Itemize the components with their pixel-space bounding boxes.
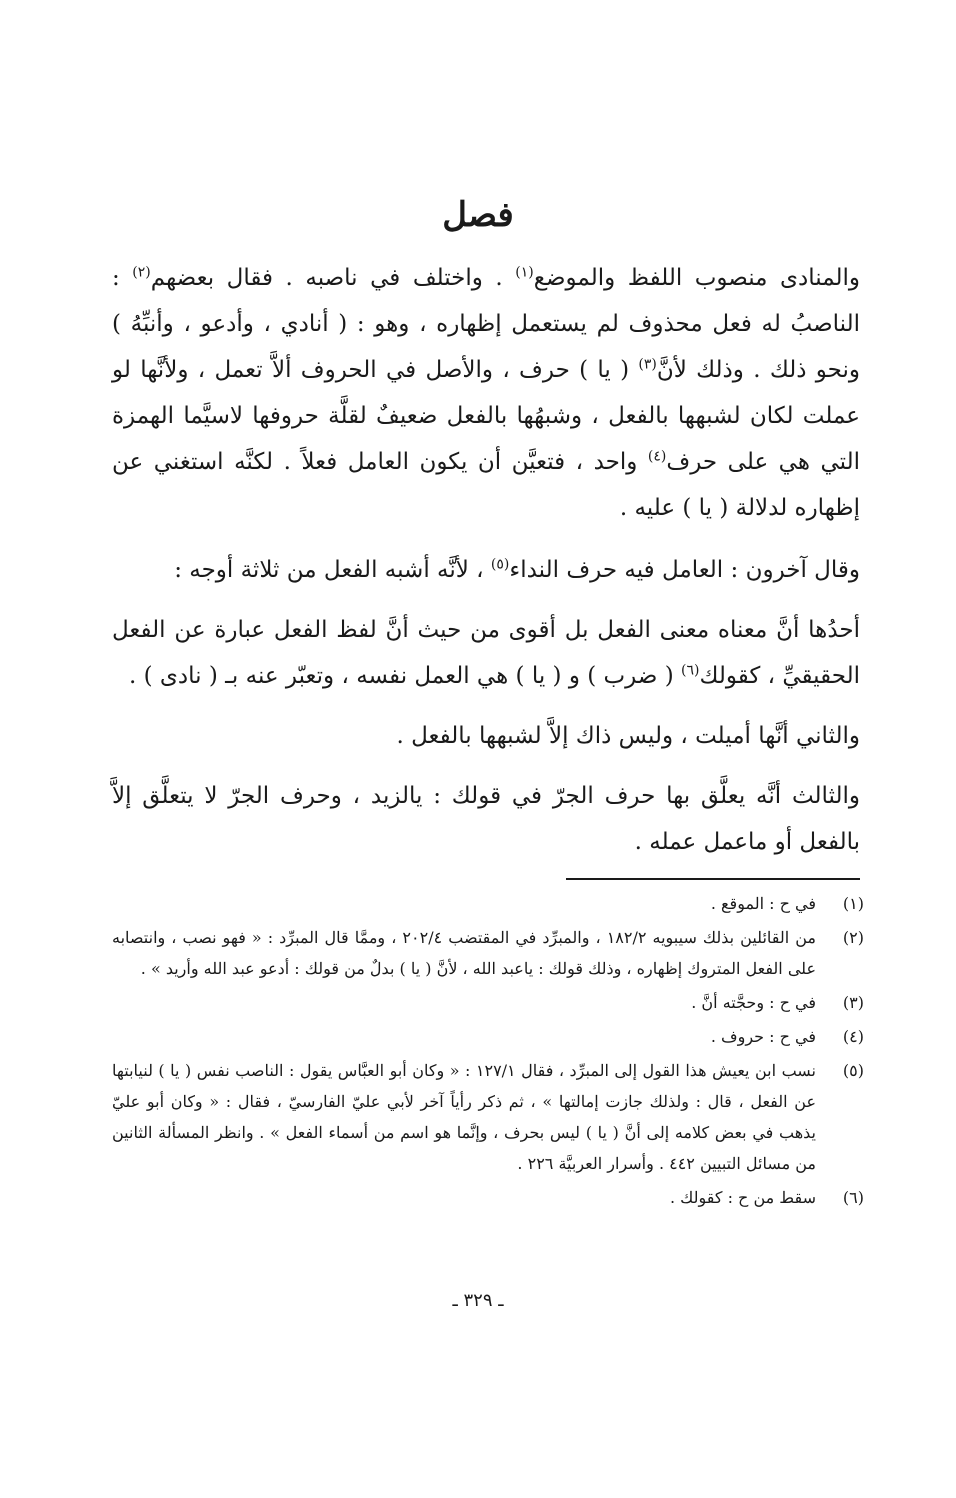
footnote-number: (٤) [842, 1027, 864, 1046]
paragraph [112, 547, 860, 593]
paragraph [112, 773, 860, 865]
footnote-item [112, 987, 864, 1018]
page-number: ـ ٣٢٩ ـ [452, 1290, 504, 1311]
section-heading: فصل [442, 195, 514, 235]
paragraph [112, 255, 860, 531]
paragraph-text: واحد ، فتعيَّن أن يكون العامل فعلاً . لكنَّه استغني عن إظهاره لدلالة ( يا ) عليه . [112, 449, 860, 521]
footnote-item [112, 888, 864, 919]
footnote-marker: (٤) [647, 448, 667, 465]
footnote-marker: (٥) [490, 556, 510, 573]
footnotes [112, 888, 864, 1216]
footnote-number: (٥) [842, 1061, 864, 1080]
paragraph-text: والثالث أنَّه يعلَّق بها حرف الجرّ في قولك : يالزيد ، وحرف الجرّ لا يتعلَّق إلاَّ بالفعل أو ماعمل عمله . [112, 783, 860, 855]
paragraph-text: والمنادى منصوب اللفظ والموضع [533, 265, 861, 291]
paragraph-text: ( ضرب ) و ( يا ) هي العمل نفسه ، وتعبّر عنه بـ ( نادى ) . [129, 663, 681, 689]
footnote-text: في ح : الموقع . [710, 894, 816, 913]
paragraph-text: : الناصبُ له فعل محذوف لم يستعمل إظهاره ، وهو : ( أنادي ، وأدعو ، وأنبِّهُ ) ونحو ذلك . وذلك لأنَّ [112, 265, 860, 383]
footnote-text: نسب ابن يعيش هذا القول إلى المبرِّد ، فقال ١٢٧/١ : « وكان أبو العبَّاس يقول : الناصب نفس ( يا ) لنيابتها عن الفعل ، قال : ولذلك جازت إمالتها » ، ثم ذكر رأياً آخر لأبي عليّ الفارسيّ ، فقال : « وكان أبو عليّ يذهب في بعض كلامه إلى أنَّ ( يا ) ليس بحرف ، وإنَّما هو اسم من أسماء الفعل » . وانظر المسألة الثانين من مسائل التبيين ٤٤٢ . وأسرار العربيَّة ٢٢٦ . [112, 1061, 817, 1173]
footnote-number: (٣) [842, 993, 864, 1012]
paragraph-text: ، لأنَّه أشبه الفعل من ثلاثة أوجه : [174, 557, 491, 583]
footnote-text: في ح : وحجَّته أنَّ . [691, 993, 816, 1012]
footnote-text: من القائلين بذلك سيبويه ١٨٢/٢ ، والمبرِّد في المقتضب ٢٠٢/٤ ، وممَّا قال المبرِّد : « فهو نصب ، وانتصابه على الفعل المتروك إظهاره ، وذلك قولك : ياعبد الله ، لأنَّ ( يا ) بدلٌ من قولك : أدعو عبد الله وأريد » . [112, 928, 817, 978]
main-text [112, 255, 860, 879]
footnote-number: (٢) [842, 928, 864, 947]
footnote-number: (٦) [842, 1188, 864, 1207]
paragraph-text: وقال آخرون : العامل فيه حرف النداء [509, 557, 860, 583]
footnote-marker: (١) [515, 264, 534, 281]
paragraph [112, 713, 860, 759]
paragraph-text: والثاني أنَّها أميلت ، وليس ذاك إلاَّ لشبهها بالفعل . [396, 723, 860, 749]
footnote-item [112, 1055, 864, 1179]
footnote-marker: (٣) [638, 356, 657, 373]
footnote-marker: (٦) [681, 662, 700, 679]
footnote-marker: (٢) [132, 264, 151, 281]
paragraph-text: . واختلف في ناصبه . فقال بعضهم [150, 265, 516, 291]
footnote-item [112, 922, 864, 984]
paragraph-text: أحدُها أنَّ معناه معنى الفعل بل أقوى من حيث أنَّ لفظ الفعل عبارة عن الفعل الحقيقيِّ ، كقولك [112, 617, 860, 689]
paragraph [112, 607, 860, 699]
footnote-divider [566, 878, 860, 880]
footnote-item [112, 1021, 864, 1052]
footnote-item [112, 1182, 864, 1213]
footnote-text: في ح : حروف . [710, 1027, 816, 1046]
footnote-text: سقط من ح : كقولك . [669, 1188, 816, 1207]
footnote-number: (١) [842, 894, 864, 913]
paragraph-text: ( يا ) حرف ، والأصل في الحروف ألاَّ تعمل ، ولأنَّها لو عملت لكان لشبهها بالفعل ، وشبهُها بالفعل ضعيفٌ لقلَّة حروفها لاسيَّما الهمزة التي هي على حرف [112, 357, 861, 475]
